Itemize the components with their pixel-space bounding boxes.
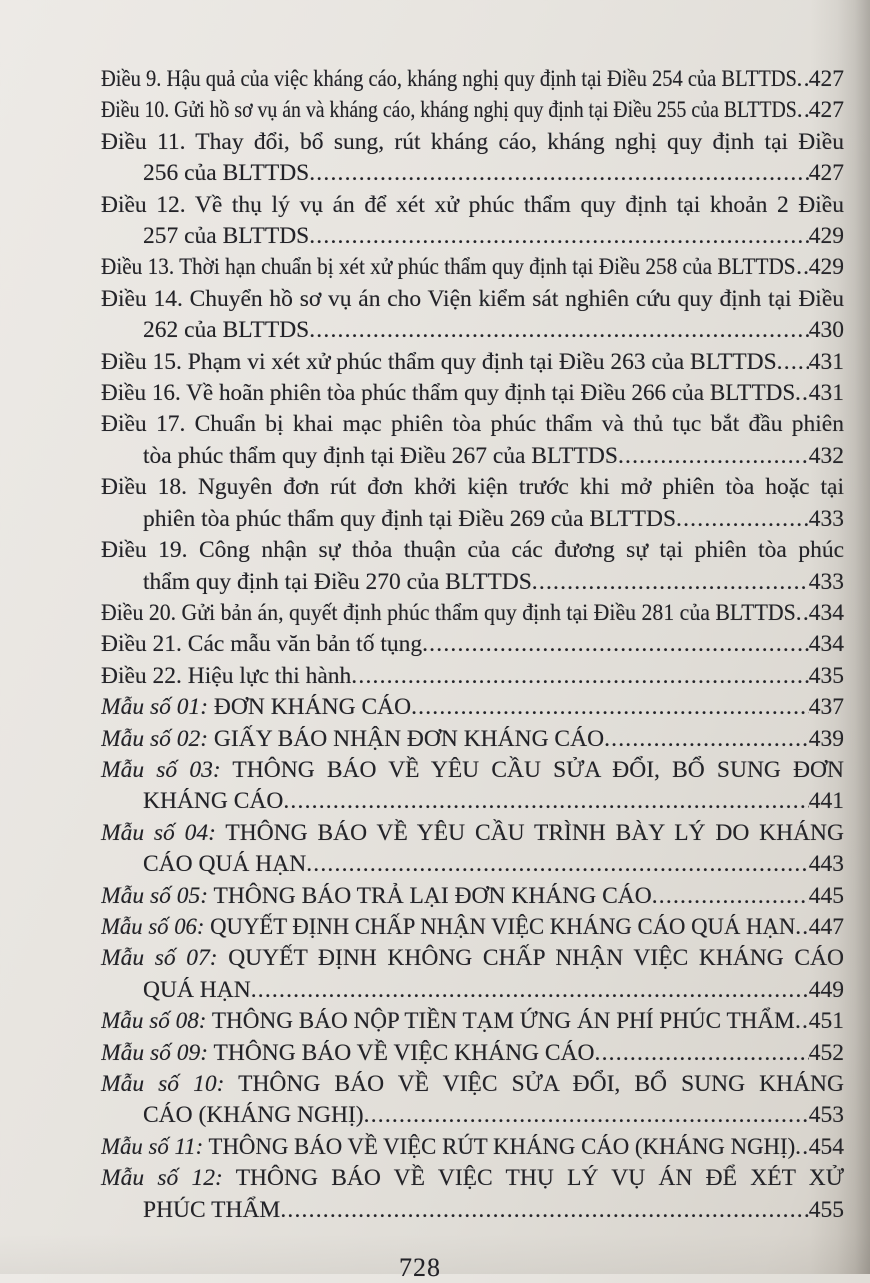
toc-entry-text-inner (101, 598, 796, 629)
toc-entry-line (101, 1132, 844, 1163)
toc-entry-text: QUYẾT ĐỊNH KHÔNG CHẤP NHẬN VIỆC KHÁNG CÁO (228, 945, 844, 972)
toc-entry-text-inner (101, 95, 797, 126)
toc-page-number: 454 (808, 1133, 844, 1160)
toc-entry-text: THÔNG BÁO VỀ VIỆC SỬA ĐỔI, BỔ SUNG KHÁNG (238, 1071, 844, 1097)
toc-entry-text-wrap (101, 661, 351, 692)
toc-entry-text-wrap (143, 504, 676, 535)
toc-entry-line (101, 472, 844, 503)
toc-entry-text-wrap (101, 95, 797, 126)
toc-entry (101, 1006, 844, 1037)
toc-entry-line (143, 1195, 844, 1226)
toc-entry-text-wrap (101, 724, 604, 755)
toc-entry (101, 818, 844, 881)
toc-entry-text-wrap (101, 692, 411, 723)
toc-entry-text-inner (143, 1195, 280, 1226)
dot-leader (283, 786, 808, 817)
dot-leader (796, 252, 809, 283)
dot-leader (795, 1006, 809, 1037)
toc-entry-text-wrap (101, 347, 777, 378)
toc-form-label: Mẫu số 05: (101, 882, 209, 909)
toc-entry (101, 127, 844, 190)
toc-entry-text-wrap (143, 786, 283, 817)
toc-form-label: Mẫu số 02: (101, 725, 209, 752)
dot-leader (422, 629, 809, 660)
toc-page-number: 455 (808, 1196, 844, 1223)
table-of-contents (101, 64, 844, 1226)
dot-leader (351, 661, 808, 692)
toc-entry-line (101, 881, 844, 912)
toc-entry-text: Điều 21. Các mẫu văn bản tố tụng (101, 631, 423, 658)
toc-entry-text: 262 của BLTTDS (143, 317, 310, 344)
toc-entry-line (101, 912, 844, 943)
toc-entry-text-wrap (101, 912, 795, 943)
toc-entry (101, 724, 844, 755)
toc-entry-text: ĐƠN KHÁNG CÁO (213, 694, 412, 721)
toc-entry-text-inner (101, 347, 777, 378)
toc-entry-text: Điều 10. Gửi hồ sơ vụ án và kháng cáo, kháng nghị quy định tại Điều 255 của BLTTDS (101, 97, 797, 124)
toc-entry-text-inner (101, 881, 652, 912)
toc-entry (101, 378, 844, 409)
toc-entry-text: Điều 16. Về hoãn phiên tòa phúc thẩm quy định tại Điều 266 của BLTTDS (101, 380, 795, 407)
toc-entry-text: Điều 11. Thay đổi, bổ sung, rút kháng cáo, kháng nghị quy định tại Điều (101, 128, 844, 155)
toc-entry-text: Điều 17. Chuẩn bị khai mạc phiên tòa phúc thẩm và thủ tục bắt đầu phiên (101, 411, 844, 438)
toc-entry-line (101, 692, 844, 723)
dot-leader (306, 849, 809, 880)
toc-entry-line (143, 849, 844, 880)
toc-entry-line (101, 1163, 844, 1194)
toc-entry-text-inner (143, 849, 306, 880)
toc-entry-line (101, 535, 844, 566)
toc-page-number: 439 (808, 725, 844, 752)
toc-entry-text-inner (143, 441, 618, 472)
toc-form-label: Mẫu số 04: (101, 819, 216, 846)
dot-leader (251, 975, 809, 1006)
toc-entry-text-wrap (101, 64, 797, 95)
toc-entry-text: THÔNG BÁO VỀ YÊU CẦU TRÌNH BÀY LÝ DO KHÁNG (225, 819, 844, 846)
dot-leader (595, 1038, 809, 1069)
toc-page-number: 453 (808, 1102, 844, 1129)
toc-entry-text-inner (143, 975, 251, 1006)
toc-entry (101, 64, 844, 95)
toc-entry-line (143, 158, 844, 189)
toc-entry-line (101, 64, 844, 95)
toc-entry (101, 347, 844, 378)
toc-entry-text-inner (101, 724, 604, 755)
toc-page-number: 430 (808, 317, 844, 344)
toc-page-number: 443 (808, 851, 844, 878)
toc-page-number: 429 (808, 254, 844, 281)
toc-entry-text: QUÁ HẠN (143, 976, 251, 1003)
toc-entry (101, 252, 844, 283)
toc-entry-text-inner (143, 315, 309, 346)
toc-page-number: 451 (808, 1008, 844, 1035)
toc-entry-line (101, 284, 844, 315)
toc-entry-text-wrap (101, 629, 422, 660)
toc-entry-text-inner (101, 1006, 795, 1037)
toc-form-label: Mẫu số 09: (101, 1039, 209, 1066)
dot-leader (309, 315, 809, 346)
toc-entry-text: Điều 18. Nguyên đơn rút đơn khởi kiện trước khi mở phiên tòa hoặc tại (101, 474, 844, 501)
toc-entry-text: CÁO (KHÁNG NGHỊ) (143, 1102, 364, 1129)
dot-leader (795, 1132, 809, 1163)
toc-entry-line (143, 567, 844, 598)
toc-entry-line (101, 818, 844, 849)
toc-entry-line (101, 724, 844, 755)
toc-page-number: 441 (808, 788, 844, 815)
toc-entry-line (101, 1038, 844, 1069)
toc-entry-line (101, 661, 844, 692)
dot-leader (411, 692, 809, 723)
toc-entry-text: Điều 15. Phạm vi xét xử phúc thẩm quy định tại Điều 263 của BLTTDS (101, 348, 777, 375)
toc-page-number: 437 (808, 694, 844, 721)
toc-entry-text-wrap (101, 378, 795, 409)
toc-entry-text-wrap (143, 849, 306, 880)
toc-entry-text-wrap (101, 252, 796, 283)
toc-page-number: 432 (808, 442, 844, 469)
dot-leader (795, 912, 809, 943)
toc-entry (101, 535, 844, 598)
toc-entry-line (101, 95, 844, 126)
toc-entry-text-inner (143, 504, 676, 535)
toc-entry-text-inner (143, 1100, 364, 1131)
dot-leader (795, 378, 809, 409)
dot-leader (797, 95, 809, 126)
dot-leader (797, 64, 809, 95)
toc-entry-text: Điều 12. Về thụ lý vụ án để xét xử phúc thẩm quy định tại khoản 2 Điều (101, 191, 844, 218)
toc-entry-text-inner (101, 252, 796, 283)
toc-entry-text: THÔNG BÁO NỘP TIỀN TẠM ỨNG ÁN PHÍ PHÚC THẨM (211, 1008, 795, 1035)
toc-entry-line (101, 598, 844, 629)
toc-entry-text: GIẤY BÁO NHẬN ĐƠN KHÁNG CÁO (213, 725, 605, 752)
toc-entry (101, 1038, 844, 1069)
dot-leader (364, 1100, 809, 1131)
toc-page-number: 431 (808, 348, 844, 375)
toc-entry-line (101, 1069, 844, 1100)
toc-entry-text-inner (143, 567, 532, 598)
toc-entry-text: THÔNG BÁO VỀ VIỆC KHÁNG CÁO (213, 1039, 595, 1066)
toc-entry (101, 881, 844, 912)
toc-entry (101, 1163, 844, 1226)
toc-entry-text: QUYẾT ĐỊNH CHẤP NHẬN VIỆC KHÁNG CÁO QUÁ HẠN (210, 913, 796, 940)
dot-leader (604, 724, 809, 755)
toc-entry-line (101, 409, 844, 440)
dot-leader (309, 158, 809, 189)
toc-entry-text-wrap (143, 1100, 364, 1131)
toc-entry-text-wrap (101, 1038, 595, 1069)
toc-entry (101, 598, 844, 629)
toc-entry (101, 472, 844, 535)
toc-entry-line (143, 786, 844, 817)
toc-entry-text: Điều 9. Hậu quả của việc kháng cáo, kháng nghị quy định tại Điều 254 của BLTTDS (101, 66, 797, 92)
toc-entry-text: tòa phúc thẩm quy định tại Điều 267 của BLTTDS (143, 442, 618, 469)
toc-form-label: Mẫu số 07: (101, 945, 218, 972)
toc-form-label: Mẫu số 08: (101, 1008, 207, 1035)
toc-entry-text: THÔNG BÁO TRẢ LẠI ĐƠN KHÁNG CÁO (213, 882, 652, 909)
toc-entry-text-inner (143, 221, 309, 252)
toc-entry (101, 284, 844, 347)
toc-entry (101, 190, 844, 253)
toc-entry-line (101, 378, 844, 409)
toc-form-label: Mẫu số 12: (101, 1165, 223, 1192)
toc-entry-text: Điều 14. Chuyển hồ sơ vụ án cho Viện kiểm sát nghiên cứu quy định tại Điều (101, 285, 844, 312)
toc-entry-line (101, 127, 844, 158)
toc-entry-text-wrap (143, 441, 618, 472)
toc-entry-line (143, 221, 844, 252)
toc-entry-text-inner (143, 158, 309, 189)
toc-entry-text-inner (101, 64, 797, 95)
toc-entry-text: THÔNG BÁO VỀ VIỆC RÚT KHÁNG CÁO (KHÁNG NGHỊ) (208, 1133, 796, 1160)
page-number-footer: 728 (399, 1253, 441, 1282)
toc-entry-text-inner (101, 1038, 595, 1069)
dot-leader (280, 1195, 808, 1226)
toc-entry-text-wrap (143, 975, 251, 1006)
toc-entry-line (101, 1006, 844, 1037)
toc-page-number: 427 (808, 160, 844, 187)
toc-entry-text: Điều 20. Gửi bản án, quyết định phúc thẩm quy định tại Điều 281 của BLTTDS (101, 599, 796, 626)
toc-form-label: Mẫu số 01: (101, 694, 209, 721)
toc-entry (101, 755, 844, 818)
toc-entry-text: THÔNG BÁO VỀ YÊU CẦU SỬA ĐỔI, BỔ SUNG ĐƠN (232, 756, 844, 783)
toc-form-label: Mẫu số 10: (101, 1071, 225, 1097)
toc-page-number: 452 (808, 1039, 844, 1066)
toc-page-number: 427 (808, 97, 844, 124)
toc-page-number: 447 (808, 913, 844, 940)
toc-entry-text-wrap (101, 1006, 795, 1037)
toc-form-label: Mẫu số 11: (101, 1133, 204, 1160)
toc-page-number: 434 (808, 599, 844, 626)
toc-entry-text-inner (101, 1132, 795, 1163)
toc-entry (101, 692, 844, 723)
toc-entry-text: 256 của BLTTDS (143, 160, 310, 187)
dot-leader (777, 347, 809, 378)
toc-entry-text-inner (101, 692, 411, 723)
toc-entry (101, 409, 844, 472)
toc-entry-line (101, 755, 844, 786)
toc-entry-text-wrap (101, 1132, 795, 1163)
toc-form-label: Mẫu số 03: (101, 756, 221, 783)
toc-entry-text-inner (101, 378, 795, 409)
dot-leader (309, 221, 809, 252)
toc-entry-line (101, 190, 844, 221)
toc-entry-line (101, 629, 844, 660)
toc-page-number: 431 (808, 380, 844, 407)
dot-leader (796, 598, 809, 629)
dot-leader (618, 441, 809, 472)
toc-entry-text-inner (101, 661, 351, 692)
toc-entry-text: KHÁNG CÁO (143, 788, 284, 815)
toc-entry-line (143, 975, 844, 1006)
toc-entry-text-inner (101, 629, 422, 660)
toc-entry-text: Điều 13. Thời hạn chuẩn bị xét xử phúc thẩm quy định tại Điều 258 của BLTTDS (101, 254, 796, 281)
toc-entry-text-wrap (143, 221, 309, 252)
toc-entry-text-wrap (143, 158, 309, 189)
toc-page-number: 427 (808, 66, 844, 92)
toc-entry-text-wrap (143, 567, 532, 598)
toc-page-number: 435 (808, 662, 844, 689)
toc-entry-text-wrap (143, 315, 309, 346)
toc-entry-text-inner (101, 912, 795, 943)
toc-entry-text-wrap (101, 881, 652, 912)
toc-entry-text-wrap (143, 1195, 280, 1226)
toc-entry (101, 943, 844, 1006)
toc-entry-line (101, 252, 844, 283)
toc-entry-text: Điều 22. Hiệu lực thi hành (101, 662, 352, 689)
toc-entry-text-inner (143, 786, 283, 817)
toc-entry-text: CÁO QUÁ HẠN (143, 851, 307, 878)
toc-entry (101, 1132, 844, 1163)
toc-entry (101, 95, 844, 126)
toc-page-number: 449 (808, 976, 844, 1003)
toc-entry-text: thẩm quy định tại Điều 270 của BLTTDS (143, 568, 532, 595)
toc-form-label: Mẫu số 06: (101, 913, 205, 940)
toc-entry (101, 1069, 844, 1132)
toc-entry-text: PHÚC THẨM (143, 1196, 281, 1223)
toc-page-number: 429 (808, 223, 844, 250)
toc-entry (101, 629, 844, 660)
toc-page-number: 433 (808, 505, 844, 532)
toc-entry-text: THÔNG BÁO VỀ VIỆC THỤ LÝ VỤ ÁN ĐỂ XÉT XỬ (235, 1165, 845, 1192)
toc-entry-line (101, 347, 844, 378)
toc-entry-text: Điều 19. Công nhận sự thỏa thuận của các đương sự tại phiên tòa phúc (101, 537, 844, 564)
toc-entry (101, 912, 844, 943)
toc-entry-text: phiên tòa phúc thẩm quy định tại Điều 269 của BLTTDS (143, 505, 677, 532)
toc-entry-text-wrap (101, 598, 796, 629)
toc-entry-line (143, 315, 844, 346)
toc-entry-line (143, 1100, 844, 1131)
toc-page-number: 433 (808, 568, 844, 595)
toc-entry-line (143, 441, 844, 472)
toc-page-number: 445 (808, 882, 844, 909)
toc-entry-line (143, 504, 844, 535)
toc-entry (101, 661, 844, 692)
toc-entry-line (101, 943, 844, 974)
dot-leader (532, 567, 809, 598)
dot-leader (652, 881, 809, 912)
toc-entry-text: 257 của BLTTDS (143, 223, 310, 250)
dot-leader (676, 504, 809, 535)
toc-page-number: 434 (808, 631, 844, 658)
